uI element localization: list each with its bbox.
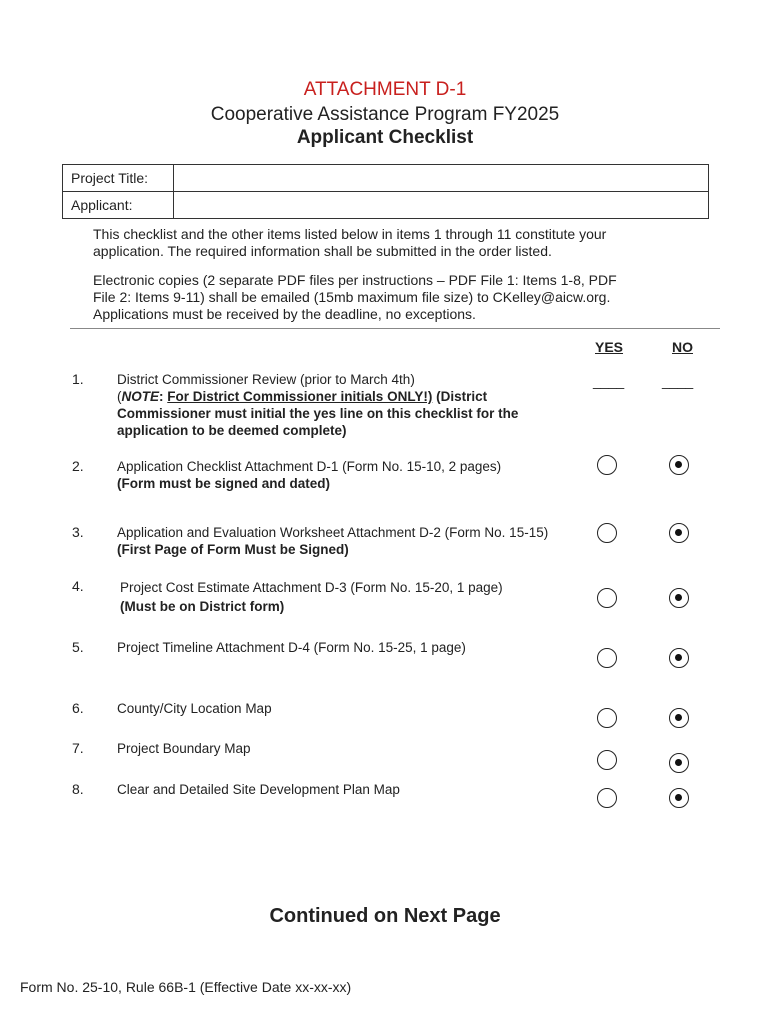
item-2-yes-radio[interactable]	[597, 455, 617, 475]
form-footer: Form No. 25-10, Rule 66B-1 (Effective Date xx-xx-xx)	[20, 979, 352, 995]
note-underlined: For District Commissioner initials ONLY!)	[167, 389, 433, 404]
item-4-subtext: (Must be on District form)	[120, 599, 285, 614]
item-6-no-radio[interactable]	[669, 708, 689, 728]
project-title-label: Project Title:	[63, 165, 174, 192]
item-3-text	[117, 524, 557, 558]
item-number: 5.	[72, 639, 84, 655]
instructions-paragraph-2: Electronic copies (2 separate PDF files per instructions – PDF File 1: Items 1-8, PDF File 2: Items 9-11) shall be emailed (15mb maximum file size) to CKelley@aicw.org. Applications must be received by the deadline, no exceptions.	[93, 272, 617, 322]
checklist-title: Applicant Checklist	[296, 127, 474, 148]
item-number: 3.	[72, 524, 84, 540]
item-3-subtext: (First Page of Form Must be Signed)	[117, 542, 349, 557]
item-7-text: Project Boundary Map	[117, 741, 251, 756]
item-2-subtext: (Form must be signed and dated)	[117, 476, 331, 491]
item-8-text: Clear and Detailed Site Development Plan Map	[117, 782, 400, 797]
item-5-yes-radio[interactable]	[597, 648, 617, 668]
yes-column-header: YES	[595, 339, 624, 355]
item-4-title: Project Cost Estimate Attachment D-3 (Form No. 15-20, 1 page)	[120, 580, 503, 595]
applicant-label: Applicant:	[63, 192, 174, 219]
radio-selected-dot	[675, 654, 682, 661]
item-number: 4.	[72, 578, 84, 594]
item-4-text	[120, 578, 560, 616]
item-7-no-radio[interactable]	[669, 753, 689, 773]
item-1-title: District Commissioner Review (prior to March 4th)	[117, 372, 415, 387]
program-title: Cooperative Assistance Program FY2025	[210, 104, 560, 125]
item-1-text	[117, 371, 557, 439]
item-4-yes-radio[interactable]	[597, 588, 617, 608]
note-open-paren: (	[117, 389, 122, 404]
item-1-no-line[interactable]: ____	[662, 373, 694, 389]
note-bold: (District Commissioner must initial the yes line on this checklist for the application to be deemed complete)	[117, 389, 519, 438]
item-8-yes-radio[interactable]	[597, 788, 617, 808]
item-3-no-radio[interactable]	[669, 523, 689, 543]
item-number: 2.	[72, 458, 84, 474]
applicant-field[interactable]	[174, 192, 709, 219]
continued-notice: Continued on Next Page	[269, 905, 501, 927]
item-5-text: Project Timeline Attachment D-4 (Form No. 15-25, 1 page)	[117, 640, 466, 655]
item-6-text: County/City Location Map	[117, 701, 272, 716]
radio-selected-dot	[675, 794, 682, 801]
item-2-no-radio[interactable]	[669, 455, 689, 475]
item-1-yes-line[interactable]: ____	[593, 373, 625, 389]
item-number: 7.	[72, 740, 84, 756]
item-2-title: Application Checklist Attachment D-1 (Form No. 15-10, 2 pages)	[117, 459, 502, 474]
radio-selected-dot	[675, 461, 682, 468]
note-colon: :	[159, 389, 168, 404]
instructions-paragraph-1: This checklist and the other items listed below in items 1 through 11 constitute your application. The required information shall be submitted in the order listed.	[93, 226, 607, 259]
item-2-text	[117, 458, 557, 492]
item-number: 1.	[72, 371, 84, 387]
item-number: 8.	[72, 781, 84, 797]
item-8-no-radio[interactable]	[669, 788, 689, 808]
radio-selected-dot	[675, 759, 682, 766]
item-7-yes-radio[interactable]	[597, 750, 617, 770]
applicant-info-table	[62, 164, 709, 219]
item-6-yes-radio[interactable]	[597, 708, 617, 728]
item-3-yes-radio[interactable]	[597, 523, 617, 543]
radio-selected-dot	[675, 714, 682, 721]
project-title-field[interactable]	[174, 165, 709, 192]
divider	[70, 328, 720, 329]
radio-selected-dot	[675, 529, 682, 536]
item-5-no-radio[interactable]	[669, 648, 689, 668]
item-number: 6.	[72, 700, 84, 716]
item-3-title: Application and Evaluation Worksheet Attachment D-2 (Form No. 15-15)	[117, 525, 549, 540]
note-label: NOTE	[121, 389, 160, 404]
no-column-header: NO	[672, 339, 693, 355]
item-4-no-radio[interactable]	[669, 588, 689, 608]
radio-selected-dot	[675, 594, 682, 601]
attachment-title: ATTACHMENT D-1	[303, 79, 467, 100]
